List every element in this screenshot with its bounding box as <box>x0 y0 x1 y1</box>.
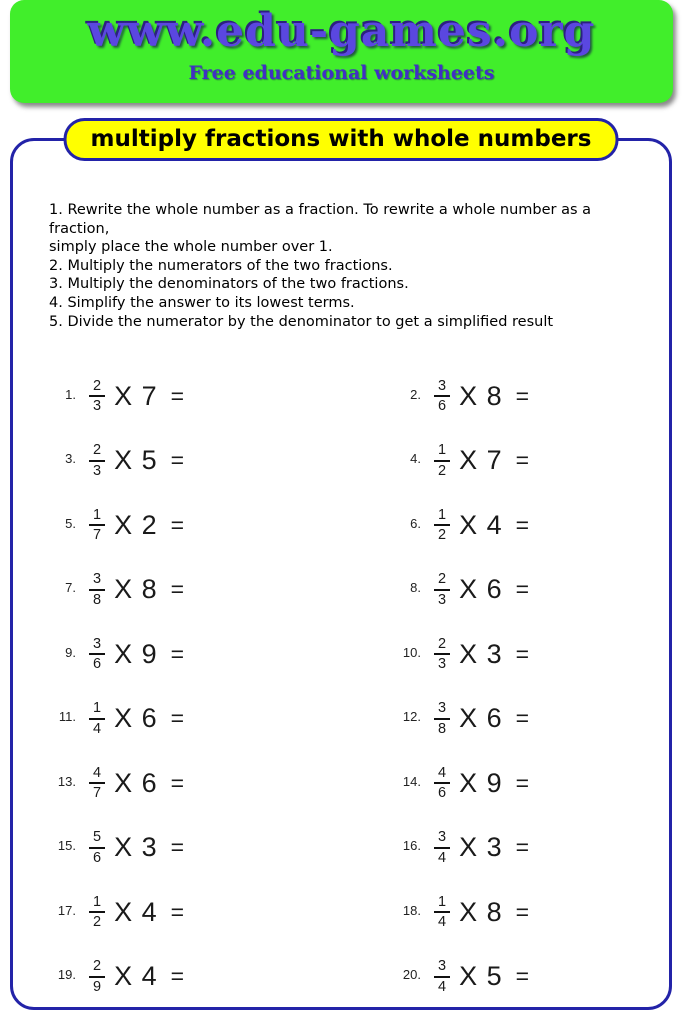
fraction <box>434 507 450 544</box>
fraction-denominator: 3 <box>93 398 102 415</box>
worksheet-title: multiply fractions with whole numbers <box>64 118 619 161</box>
problem-number: 6. <box>410 515 421 531</box>
fraction-denominator: 8 <box>438 720 447 737</box>
problem-item <box>394 894 683 931</box>
site-header <box>10 0 673 103</box>
fraction-numerator: 5 <box>89 829 105 849</box>
fraction-denominator: 3 <box>438 591 447 608</box>
multiply-expression: X 5 <box>459 961 503 992</box>
fraction-denominator: 8 <box>93 591 102 608</box>
problem-item <box>49 636 394 673</box>
fraction <box>434 958 450 995</box>
problem-item <box>49 442 394 479</box>
fraction <box>89 958 105 995</box>
problem-item <box>49 700 394 737</box>
fraction <box>434 894 450 931</box>
equals-sign: = <box>515 898 530 925</box>
fraction-denominator: 2 <box>438 527 447 544</box>
instruction-line: 3. Multiply the denominators of the two fractions. <box>49 276 409 293</box>
multiply-expression: X 3 <box>114 832 158 863</box>
fraction-numerator: 4 <box>434 765 450 785</box>
problem-item <box>394 958 683 995</box>
problem-item <box>49 571 394 608</box>
fraction <box>434 378 450 415</box>
fraction-numerator: 3 <box>89 571 105 591</box>
fraction-denominator: 4 <box>438 914 447 931</box>
multiply-expression: X 6 <box>459 703 503 734</box>
equals-sign: = <box>515 769 530 796</box>
fraction-numerator: 2 <box>89 442 105 462</box>
problem-item <box>394 378 683 415</box>
problem-item <box>394 507 683 544</box>
fraction <box>89 894 105 931</box>
fraction-denominator: 7 <box>93 527 102 544</box>
fraction-denominator: 3 <box>93 462 102 479</box>
fraction <box>89 378 105 415</box>
fraction <box>89 571 105 608</box>
fraction <box>434 765 450 802</box>
fraction <box>434 636 450 673</box>
fraction-denominator: 9 <box>93 978 102 995</box>
problem-number: 12. <box>402 709 421 725</box>
problem-number: 10. <box>402 644 421 660</box>
problem-number: 16. <box>402 838 421 854</box>
fraction-denominator: 6 <box>438 785 447 802</box>
multiply-expression: X 8 <box>114 574 158 605</box>
instructions-block <box>49 201 649 331</box>
equals-sign: = <box>515 576 530 603</box>
multiply-expression: X 3 <box>459 832 503 863</box>
equals-sign: = <box>170 511 185 538</box>
fraction <box>434 442 450 479</box>
fraction <box>89 636 105 673</box>
equals-sign: = <box>170 834 185 861</box>
problem-item <box>49 507 394 544</box>
problem-item <box>394 829 683 866</box>
fraction <box>89 507 105 544</box>
problem-number: 20. <box>402 967 421 983</box>
fraction-numerator: 1 <box>434 894 450 914</box>
problem-number: 15. <box>57 838 76 854</box>
multiply-expression: X 7 <box>459 445 503 476</box>
fraction-numerator: 1 <box>89 507 105 527</box>
equals-sign: = <box>170 640 185 667</box>
instruction-line: 1. Rewrite the whole number as a fraction. To rewrite a whole number as a fraction, <box>49 202 592 237</box>
problems-grid <box>49 364 669 1009</box>
equals-sign: = <box>515 640 530 667</box>
fraction-numerator: 1 <box>434 442 450 462</box>
problem-number: 19. <box>57 967 76 983</box>
multiply-expression: X 6 <box>114 703 158 734</box>
fraction-numerator: 2 <box>434 571 450 591</box>
equals-sign: = <box>170 963 185 990</box>
problem-number: 5. <box>65 515 76 531</box>
fraction <box>89 765 105 802</box>
multiply-expression: X 4 <box>114 961 158 992</box>
multiply-expression: X 8 <box>459 380 503 411</box>
site-tagline: Free educational worksheets <box>188 62 495 84</box>
fraction <box>89 829 105 866</box>
problem-number: 17. <box>57 902 76 918</box>
fraction-numerator: 2 <box>434 636 450 656</box>
instruction-line: 4. Simplify the answer to its lowest terms. <box>49 294 355 311</box>
fraction-numerator: 3 <box>434 958 450 978</box>
fraction <box>434 829 450 866</box>
multiply-expression: X 4 <box>114 896 158 927</box>
problem-item <box>49 829 394 866</box>
fraction-numerator: 3 <box>89 636 105 656</box>
problem-item <box>49 958 394 995</box>
multiply-expression: X 6 <box>459 574 503 605</box>
problem-number: 11. <box>58 709 76 725</box>
problem-item <box>394 700 683 737</box>
fraction-numerator: 2 <box>89 378 105 398</box>
fraction-denominator: 4 <box>438 978 447 995</box>
problem-number: 13. <box>57 773 76 789</box>
equals-sign: = <box>515 447 530 474</box>
fraction-denominator: 6 <box>438 398 447 415</box>
fraction <box>89 700 105 737</box>
problem-item <box>394 636 683 673</box>
problem-item <box>49 894 394 931</box>
problem-number: 18. <box>402 902 421 918</box>
equals-sign: = <box>170 447 185 474</box>
fraction-denominator: 6 <box>93 656 102 673</box>
instruction-line: simply place the whole number over 1. <box>49 239 333 256</box>
fraction <box>89 442 105 479</box>
fraction-denominator: 7 <box>93 785 102 802</box>
equals-sign: = <box>170 769 185 796</box>
equals-sign: = <box>170 576 185 603</box>
problem-number: 8. <box>410 580 421 596</box>
fraction-numerator: 1 <box>89 894 105 914</box>
problem-number: 7. <box>65 580 76 596</box>
multiply-expression: X 4 <box>459 509 503 540</box>
equals-sign: = <box>515 834 530 861</box>
fraction-denominator: 2 <box>93 914 102 931</box>
multiply-expression: X 3 <box>459 638 503 669</box>
fraction-numerator: 2 <box>89 958 105 978</box>
problem-number: 9. <box>65 644 76 660</box>
fraction-denominator: 6 <box>93 849 102 866</box>
equals-sign: = <box>170 898 185 925</box>
instruction-line: 2. Multiply the numerators of the two fractions. <box>49 257 393 274</box>
fraction-denominator: 3 <box>438 656 447 673</box>
site-title: www.edu-games.org <box>87 6 596 57</box>
multiply-expression: X 9 <box>459 767 503 798</box>
equals-sign: = <box>515 511 530 538</box>
equals-sign: = <box>515 382 530 409</box>
equals-sign: = <box>515 705 530 732</box>
fraction-numerator: 3 <box>434 378 450 398</box>
worksheet-container <box>10 126 672 1010</box>
fraction <box>434 571 450 608</box>
equals-sign: = <box>170 705 185 732</box>
multiply-expression: X 8 <box>459 896 503 927</box>
fraction-denominator: 2 <box>438 462 447 479</box>
multiply-expression: X 2 <box>114 509 158 540</box>
equals-sign: = <box>170 382 185 409</box>
problem-number: 1. <box>65 386 76 402</box>
problem-item <box>394 571 683 608</box>
fraction-numerator: 1 <box>89 700 105 720</box>
multiply-expression: X 6 <box>114 767 158 798</box>
multiply-expression: X 5 <box>114 445 158 476</box>
multiply-expression: X 9 <box>114 638 158 669</box>
fraction-numerator: 3 <box>434 829 450 849</box>
fraction-numerator: 3 <box>434 700 450 720</box>
fraction-denominator: 4 <box>93 720 102 737</box>
problem-item <box>394 442 683 479</box>
fraction-numerator: 1 <box>434 507 450 527</box>
fraction-numerator: 4 <box>89 765 105 785</box>
instruction-line: 5. Divide the numerator by the denominator to get a simplified result <box>49 313 554 330</box>
problem-number: 14. <box>402 773 421 789</box>
problem-number: 4. <box>410 451 421 467</box>
problem-number: 3. <box>65 451 76 467</box>
multiply-expression: X 7 <box>114 380 158 411</box>
fraction <box>434 700 450 737</box>
problem-item <box>49 378 394 415</box>
problem-number: 2. <box>410 386 421 402</box>
problem-item <box>394 765 683 802</box>
fraction-denominator: 4 <box>438 849 447 866</box>
equals-sign: = <box>515 963 530 990</box>
problem-item <box>49 765 394 802</box>
